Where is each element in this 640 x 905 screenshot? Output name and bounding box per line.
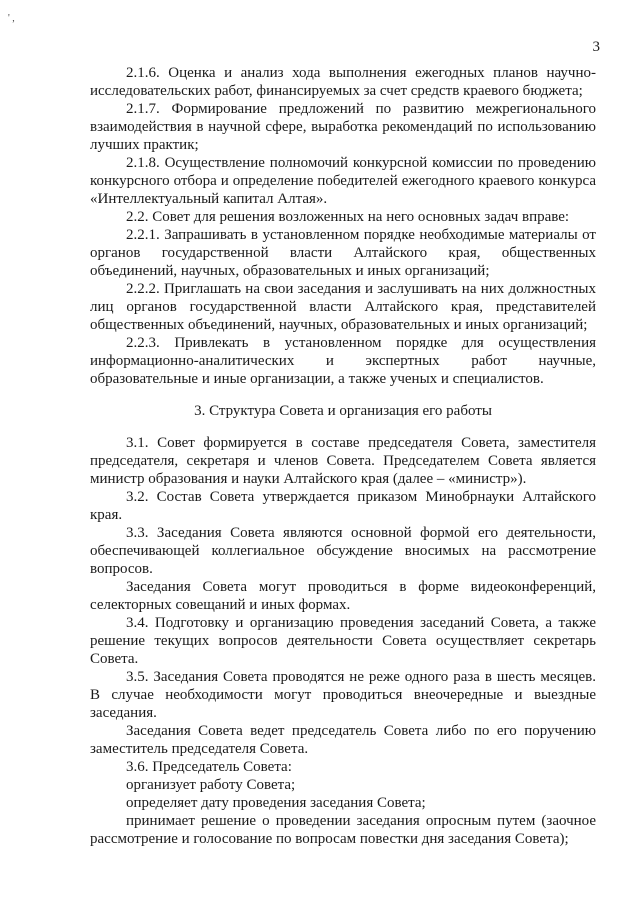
paragraph-3-1: 3.1. Совет формируется в составе председателя Совета, заместителя председателя, секретаря и членов Совета. Председателем Совета является министр образования и науки Алтайского края (далее – «министр»).	[90, 435, 596, 487]
list-item-decides-poll: принимает решение о проведении заседания опросным путем (заочное рассмотрение и голосование по вопросам повестки дня заседания Совета);	[90, 813, 596, 847]
paragraph-3-5: 3.5. Заседания Совета проводятся не реже одного раза в шесть месяцев. В случае необходимости могут проводиться внеочередные и выездные заседания.	[90, 669, 596, 721]
paragraph-3-3: 3.3. Заседания Совета являются основной формой его деятельности, обеспечивающей коллегиальное обсуждение вносимых на рассмотрение вопросов.	[90, 525, 596, 577]
list-item-sets-date: определяет дату проведения заседания Совета;	[126, 795, 426, 811]
paragraph-2-1-7: 2.1.7. Формирование предложений по развитию межрегионального взаимодействия в научной сфере, выработка рекомендаций по использованию лучших практик;	[90, 101, 596, 153]
paragraph-2-2-3: 2.2.3. Привлекать в установленном порядке для осуществления информационно-аналитических и экспертных работ научные, образовательные и иные организации, а также ученых и специалистов.	[90, 335, 596, 387]
paragraph-3-2: 3.2. Состав Совета утверждается приказом Минобрнауки Алтайского края.	[90, 489, 596, 523]
section-heading: 3. Структура Совета и организация его работы	[194, 403, 492, 419]
scan-marks: ' ,	[8, 13, 15, 24]
list-item-organizes: организует работу Совета;	[126, 777, 296, 793]
paragraph-3-4: 3.4. Подготовку и организацию проведения заседаний Совета, а также решение текущих вопросов деятельности Совета осуществляет секретарь Совета.	[90, 615, 596, 667]
paragraph-3-3-forms: Заседания Совета могут проводиться в форме видеоконференций, селекторных совещаний и иных формах.	[90, 579, 596, 613]
page-number: 3	[592, 39, 600, 55]
paragraph-3-6: 3.6. Председатель Совета:	[126, 759, 292, 775]
paragraph-2-1-8: 2.1.8. Осуществление полномочий конкурсной комиссии по проведению конкурсного отбора и определение победителей ежегодного краевого конкурса «Интеллектуальный капитал Алтая».	[90, 155, 596, 207]
paragraph-3-5-chair: Заседания Совета ведет председатель Совета либо по его поручению заместитель председателя Совета.	[90, 723, 596, 757]
paragraph-2-2: 2.2. Совет для решения возложенных на него основных задач вправе:	[126, 209, 570, 225]
paragraph-2-2-1: 2.2.1. Запрашивать в установленном порядке необходимые материалы от органов государственной власти Алтайского края, общественных объединений, научных, образовательных и иных организаций;	[90, 227, 596, 279]
paragraph-2-2-2: 2.2.2. Приглашать на свои заседания и заслушивать на них должностных лиц органов государственной власти Алтайского края, представителей общественных объединений, научных, образовательных и иных организаций;	[90, 281, 596, 333]
document-body	[90, 64, 596, 848]
paragraph-2-1-6: 2.1.6. Оценка и анализ хода выполнения ежегодных планов научно-исследовательских работ, финансируемых за счет средств краевого бюджета;	[90, 65, 596, 99]
